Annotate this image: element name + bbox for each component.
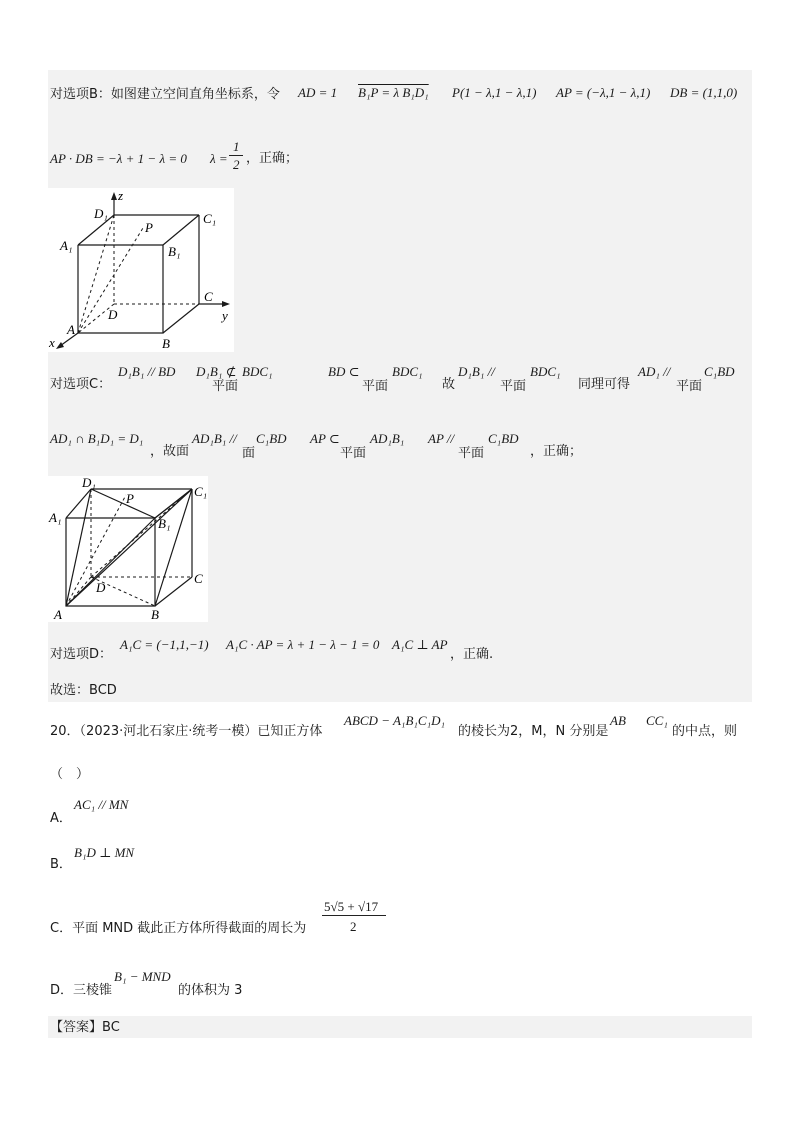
option-b-label: 对选项B：如图建立空间直角坐标系，令	[50, 87, 280, 102]
math-dot-product: AP · DB = −λ + 1 − λ = 0	[50, 151, 187, 166]
math-ab: AB	[610, 713, 626, 728]
word-plane: 平面	[500, 379, 527, 394]
option-c-label: 对选项C：	[50, 377, 112, 392]
word-therefore: 故	[442, 377, 456, 392]
math-ap-parallel: AP //	[428, 431, 455, 446]
word-plane: 平面	[362, 379, 389, 394]
fig2-label: B	[151, 607, 159, 622]
fig1-label: A₁	[60, 238, 73, 253]
math-ad1-parallel: AD₁ //	[638, 364, 671, 379]
option-b-conclusion: ，正确；	[246, 151, 299, 166]
lambda-denominator: 2	[233, 157, 240, 172]
math-vector-db: DB = (1,1,0)	[670, 85, 738, 100]
option-d-pre: D．三棱锥	[50, 983, 113, 998]
option-d-post: 的体积为 3	[178, 983, 243, 998]
fig1-label: B₁	[168, 244, 181, 259]
math-ap-subset: AP ⊂	[310, 431, 340, 446]
option-b-expression: B₁D ⊥ MN	[74, 845, 135, 860]
question-20-end: 的中点，则	[672, 724, 738, 739]
fig2-label: B₁	[158, 516, 171, 531]
math-plane-c1bd: C₁BD	[256, 431, 287, 446]
fig1-label: B	[162, 336, 170, 351]
math-d1b1-parallel-bd: D₁B₁ // BD	[118, 364, 176, 379]
figure-cube-planes	[48, 476, 208, 622]
fig1-label: C₁	[203, 211, 217, 226]
math-vector-b1p: B₁P = λ B₁D₁	[358, 85, 429, 100]
word-face: 面	[242, 446, 256, 461]
question-20-intro: 20．（2023·河北石家庄·统考一模）已知正方体	[50, 724, 323, 739]
option-c-text: C．平面 MND 截此正方体所得截面的周长为	[50, 921, 307, 936]
math-a1c-perp-ap: A₁C ⊥ AP	[392, 637, 448, 652]
math-plane-c1bd: C₁BD	[704, 364, 735, 379]
option-d-label: 对选项D：	[50, 647, 113, 662]
lambda-numerator: 1	[233, 139, 240, 154]
word-plane: 平面	[340, 446, 367, 461]
word-plane: 平面	[458, 446, 485, 461]
math-ad1b1-parallel: AD₁B₁ //	[192, 431, 237, 446]
fig1-label: A	[67, 322, 75, 337]
fig2-label: A	[54, 607, 62, 622]
option-b-letter: B．	[50, 857, 72, 872]
final-choice: 故选：BCD	[50, 683, 117, 698]
option-d-expression: B₁ − MND	[114, 969, 171, 984]
perimeter-fraction-bar	[322, 915, 386, 916]
question-20-middle: 的棱长为2，M，N 分别是	[458, 724, 609, 739]
word-similarly: 同理可得	[578, 377, 631, 392]
fig2-label: C	[194, 571, 203, 586]
math-lambda: λ =	[210, 151, 228, 166]
word-plane: 平面	[676, 379, 703, 394]
perimeter-denominator: 2	[350, 919, 357, 934]
fig1-label: C	[204, 289, 213, 304]
answer-parentheses: （ ）	[50, 767, 90, 782]
math-plane-c1bd: C₁BD	[488, 431, 519, 446]
math-bd-subset: BD ⊂	[328, 364, 360, 379]
option-c-conclusion: ，正确；	[530, 444, 583, 459]
word-plane: 平面	[212, 379, 239, 394]
option-a-letter: A．	[50, 811, 72, 826]
fig2-label: A₁	[49, 510, 62, 525]
math-plane-bdc1: BDC₁	[530, 364, 561, 379]
math-plane-ad1b1: AD₁B₁	[370, 431, 405, 446]
figure-cube-coordinate	[48, 188, 234, 352]
perimeter-numerator: 5√5 + √17	[324, 899, 379, 914]
math-vector-ap: AP = (−λ,1 − λ,1)	[556, 85, 651, 100]
math-cc1: CC₁	[646, 713, 668, 728]
word-therefore-face: ，故面	[150, 444, 190, 459]
math-d1b1-parallel: D₁B₁ //	[458, 364, 495, 379]
fig2-label: P	[126, 491, 134, 506]
math-intersection: AD₁ ∩ B₁D₁ = D₁	[50, 431, 144, 446]
fig2-label: D	[96, 580, 106, 595]
fig1-label: P	[145, 220, 153, 235]
fig1-label: z	[118, 188, 124, 203]
math-ad-eq: AD = 1	[298, 85, 338, 100]
math-cube-name: ABCD − A₁B₁C₁D₁	[344, 713, 445, 728]
math-d1b1-not-subset: D₁B₁ ⊄	[196, 364, 237, 379]
math-vector-a1c: A₁C = (−1,1,−1)	[120, 637, 209, 652]
answer-background	[48, 1016, 752, 1038]
fig1-label: D	[108, 307, 118, 322]
answer-line: 【答案】BC	[50, 1020, 120, 1035]
fig1-label: D₁	[94, 206, 108, 221]
option-d-conclusion: ，正确.	[450, 647, 494, 662]
option-a-expression: AC₁ // MN	[74, 797, 129, 812]
fig2-label: C₁	[194, 484, 208, 499]
math-plane-bdc1: BDC₁	[242, 364, 273, 379]
math-dot-zero: A₁C · AP = λ + 1 − λ − 1 = 0	[226, 637, 380, 652]
math-point-p: P(1 − λ,1 − λ,1)	[452, 85, 537, 100]
math-plane-bdc1: BDC₁	[392, 364, 423, 379]
fraction-bar	[229, 155, 243, 156]
fig1-label: x	[49, 335, 55, 350]
fig2-label: D₁	[82, 476, 96, 490]
fig1-label: y	[222, 308, 228, 323]
